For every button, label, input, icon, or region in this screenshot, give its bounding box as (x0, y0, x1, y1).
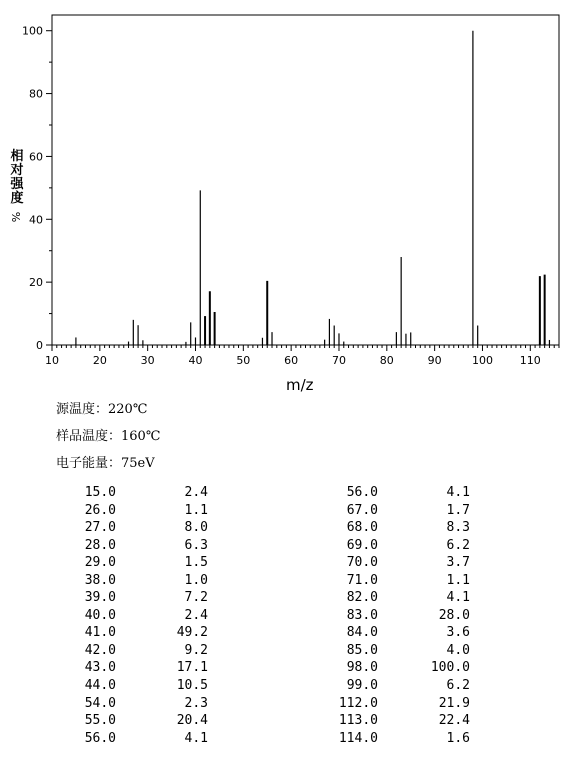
mz-value: 26.0 (84, 502, 116, 518)
source-temperature-label: 源温度： (56, 402, 109, 417)
intensity-value: 4.1 (184, 730, 208, 746)
mz-value: 38.0 (84, 572, 116, 588)
x-axis-ticks (45, 354, 541, 367)
mz-value: 70.0 (346, 555, 378, 571)
intensity-value: 10.5 (176, 678, 208, 694)
y-axis-ticks (22, 25, 52, 352)
mz-value: 56.0 (346, 485, 378, 500)
y-tick-label: 20 (29, 276, 43, 290)
mz-value: 27.0 (84, 520, 116, 536)
mz-value: 56.0 (84, 730, 116, 746)
x-tick-label: 40 (188, 354, 203, 367)
intensity-value: 28.0 (438, 607, 470, 623)
y-tick-label: 80 (29, 87, 43, 101)
y-tick-label: 60 (29, 150, 43, 164)
mz-value: 69.0 (346, 537, 378, 553)
electron-energy (56, 452, 155, 471)
mz-value: 39.0 (84, 590, 116, 606)
intensity-value: 6.3 (184, 537, 208, 553)
sample-temperature-value: 160℃ (121, 429, 161, 444)
mz-value: 83.0 (346, 607, 378, 623)
mz-value: 15.0 (84, 485, 116, 500)
x-tick-label: 20 (92, 354, 107, 367)
x-tick-label: 110 (519, 354, 541, 367)
mz-value: 82.0 (346, 590, 378, 606)
mz-value: 98.0 (346, 660, 378, 676)
mz-value: 43.0 (84, 660, 116, 676)
mz-value: 44.0 (84, 678, 116, 694)
intensity-value: 1.6 (446, 730, 470, 746)
mz-value: 54.0 (84, 695, 116, 711)
y-axis-label (8, 150, 26, 224)
mz-value: 41.0 (84, 625, 116, 641)
mz-value: 28.0 (84, 537, 116, 553)
intensity-value: 4.1 (446, 590, 470, 606)
intensity-value: 9.2 (184, 642, 208, 658)
y-tick-label: 100 (22, 24, 43, 38)
intensity-value: 100.0 (430, 660, 470, 676)
intensity-value: 20.4 (176, 713, 208, 729)
intensity-value: 4.1 (446, 485, 470, 500)
source-temperature-value: 220℃ (108, 402, 148, 417)
intensity-value: 2.3 (184, 695, 208, 711)
x-tick-label: 70 (331, 354, 346, 367)
intensity-value: 21.9 (438, 695, 470, 711)
intensity-value: 17.1 (176, 660, 208, 676)
intensity-value: 4.0 (446, 642, 470, 658)
mz-value: 55.0 (84, 713, 116, 729)
minor-ticks (49, 62, 559, 351)
mz-value: 114.0 (338, 730, 378, 746)
intensity-value: 3.7 (446, 555, 470, 571)
x-tick-label: 30 (140, 354, 155, 367)
mz-value: 71.0 (346, 572, 378, 588)
intensity-value: 8.3 (446, 520, 470, 536)
intensity-value: 1.7 (446, 502, 470, 518)
intensity-value: 8.0 (184, 520, 208, 536)
intensity-value: 22.4 (438, 713, 470, 729)
x-tick-label: 50 (236, 354, 251, 367)
intensity-value: 1.5 (184, 555, 208, 571)
x-tick-label: 100 (471, 354, 493, 367)
plot-frame (52, 15, 559, 345)
intensity-value: 3.6 (446, 625, 470, 641)
x-tick-label: 90 (427, 354, 442, 367)
mz-value: 113.0 (338, 713, 378, 729)
intensity-value: 1.0 (184, 572, 208, 588)
peak-bars (76, 31, 550, 345)
intensity-value: 6.2 (446, 537, 470, 553)
mz-value: 40.0 (84, 607, 116, 623)
intensity-value: 6.2 (446, 678, 470, 694)
x-tick-label: 80 (379, 354, 394, 367)
mass-spectrum-chart (0, 0, 570, 380)
sample-temperature-label: 样品温度： (56, 429, 122, 444)
mz-value: 85.0 (346, 642, 378, 658)
x-tick-label: 10 (45, 354, 59, 367)
intensity-value: 2.4 (184, 607, 208, 623)
intensity-value: 1.1 (446, 572, 470, 588)
electron-energy-value: 75eV (121, 456, 155, 471)
mz-value: 68.0 (346, 520, 378, 536)
intensity-value: 2.4 (184, 485, 208, 500)
y-axis-unit: % (10, 211, 23, 223)
y-tick-label: 40 (29, 213, 43, 227)
y-tick-label: 0 (36, 339, 43, 352)
intensity-value: 1.1 (184, 502, 208, 518)
intensity-value: 49.2 (176, 625, 208, 641)
x-tick-label: 60 (284, 354, 299, 367)
sample-temperature (56, 425, 160, 444)
mz-value: 112.0 (338, 695, 378, 711)
x-axis-label: m/z (286, 376, 314, 394)
mz-value: 42.0 (84, 642, 116, 658)
mz-value: 84.0 (346, 625, 378, 641)
intensity-value: 7.2 (184, 590, 208, 606)
mz-value: 99.0 (346, 678, 378, 694)
electron-energy-label: 电子能量： (56, 456, 122, 471)
y-axis-label-text: 相对强度 (10, 149, 24, 206)
mz-value: 29.0 (84, 555, 116, 571)
source-temperature (56, 398, 147, 417)
mz-value: 67.0 (346, 502, 378, 518)
